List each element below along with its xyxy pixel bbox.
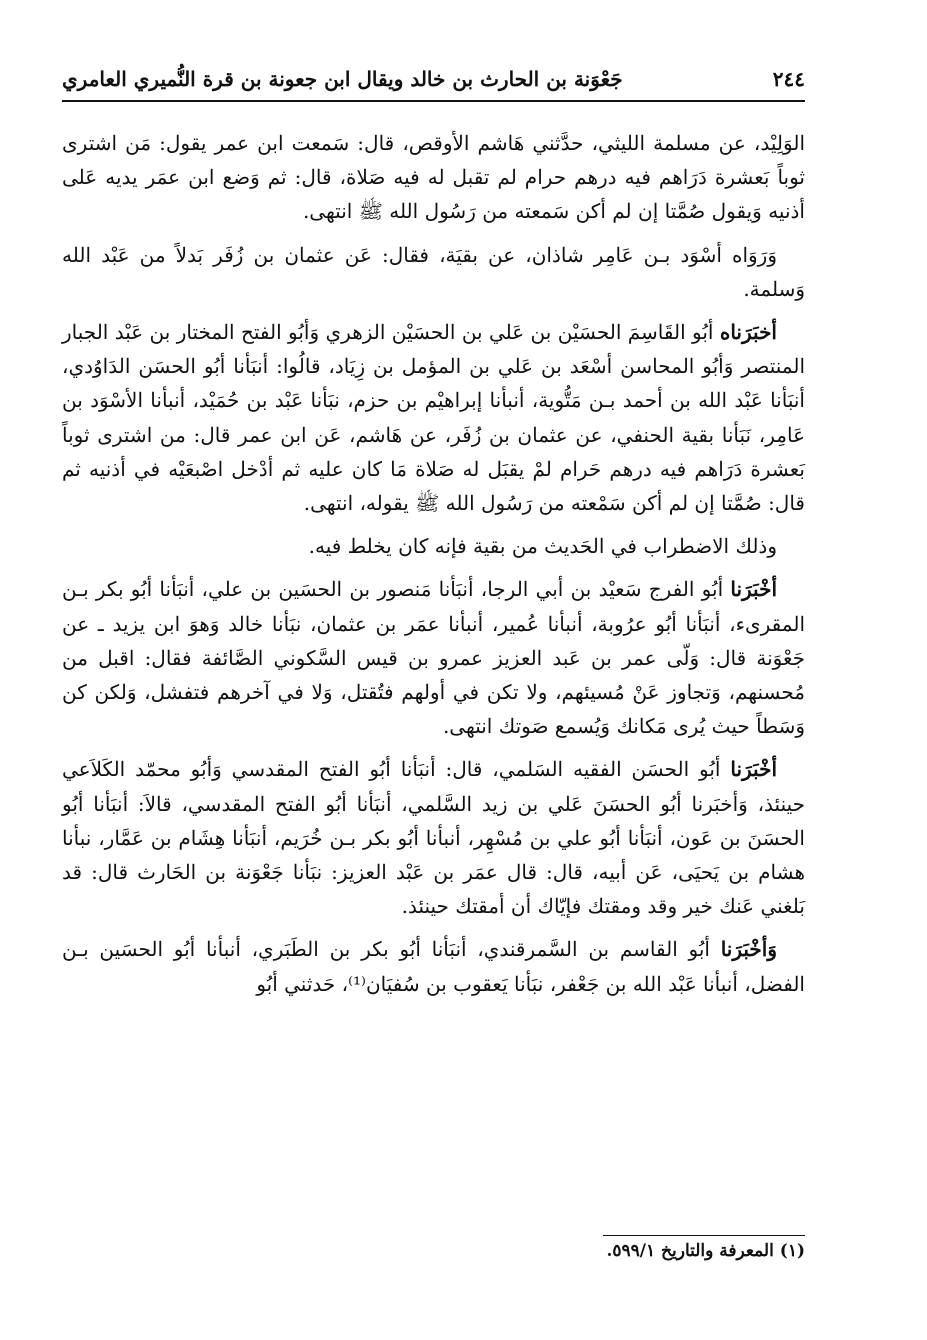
paragraph-text: أبُو القاسم بن السَّمرقندي، أنبَأنا أبُو بكر بن الطَبَري، أنبأنا أبُو الحسَين بـن الفضل، أنبأنا عَبْد الله بن جَعْفر، نبَأنا يَعقوب بن سُفيَان⁽¹⁾، حَدثني أبُو — [62, 937, 805, 996]
footnote: (١) المعرفة والتاريخ ٥٩٩/١. — [606, 1241, 805, 1261]
page-header — [62, 62, 805, 96]
paragraph-lead: أخبَرَناه — [719, 320, 777, 345]
paragraph — [62, 238, 805, 306]
running-title: جَعْوَنة بن الحارث بن خالد ويقال ابن جعونة بن قرة النُّميري العامري — [62, 67, 623, 91]
paragraph — [62, 752, 805, 923]
paragraph-continuation — [62, 126, 805, 229]
paragraph — [62, 572, 805, 743]
main-text — [62, 126, 805, 1010]
header-rule — [62, 100, 805, 102]
paragraph-text: وذلك الاضطراب في الحَديث من بقية فإنه كان يخلط فيه. — [308, 534, 777, 559]
paragraph-lead: أخْبَرَنا — [730, 577, 777, 602]
paragraph-lead: وَأخْبَرَنا — [720, 937, 777, 962]
paragraph-text: أبُو الحسَن الفقيه السَلمي، قال: أنبَأنا أبُو الفتح المقدسي وَأبُو محمّد الكَلاَعي حينئذ، وَأخبَرنا أبُو الحسَنَ عَلي بن زيد السَّلمي، أنبَأنا أبُو الفتح المقدسي، قالاَ: أنبَأنا أبُو الحسَنَ بن عَون، أنبَأنا أبُو علي بن مُسْهِر، أنبأنا أبُو بكر بـن خُرَيم، أنبَأنا هِشَام بن عَمَّار، نبأنا هشام بن يَحيَى، عَن أبيه، قال: قال عمَر بن عَبْد العزيز: نبَأنا جَعْوَنة بن الحَارث قال: قد بَلغني عَنك خير وقد ومقتك فإيّاك أن أمقتك حينئذ. — [62, 757, 805, 919]
page-number: ٢٤٤ — [772, 67, 805, 91]
paragraph-text: وَرَوَاه أسْوَد بـن عَامِر شاذان، عن بقيَة، فقال: عَن عثمان بن زُفَر بَدلاً من عَبْد الله وَسلمة. — [62, 242, 805, 301]
paragraph-text: الوَلِيْد، عن مسلمة الليثي، حدَّثني هَاشم الأوقص، قال: سَمعت ابن عمر يقول: مَن اشترى ثوباً بَعشرة دَرَاهم فيه درهم حرام لم تقبل له فيه صَلاة، قال: ثم وَضع ابن عمَر يديه عَلى أذنيه وَيقول صُمَّتا إن لم أكن سَمعته من رَسُول الله ﷺ انتهى. — [62, 131, 805, 224]
paragraph-text: أبُو القَاسِمَ الحسَيْن بن عَلي بن الحسَيْن الزهري وَأبُو الفتح المختار بن عَبْد الجبار المنتصر وَأبُو المحاسن أسْعَد بن عَلي بن المؤمل بن زِيَاد، قالُوا: أنبَأنا أبُو الحسَن الدَاوُدي، أنبَأنا عَبْد الله بن أحمد بـن مَتُّوية، أنبأنا إبراهيْم بن حزم، نبَأنا عَبْد بن حُمَيْد، أنبأنا الأسْوَد بن عَامِر، نَبَأنا بقية الحنفي، عن عثمان بن زُفَر، عن هَاشم، عَن ابن عمر قال: من اشترى ثوباً بَعشرة دَرَاهم فيه درهم حَرام لمْ يقبَل له صَلاة مَا كان عليه ثم أدْخل اصْبعَيْه في أذنيه ثم قال: صُمَّتا إن لم أكن سَمْعته من رَسُول الله ﷺ يقوله، انتهى. — [62, 320, 805, 516]
paragraph — [62, 932, 805, 1000]
paragraph — [62, 529, 805, 563]
paragraph-text: أبُو الفرج سَعيْد بن أبي الرجا، أنبَأنا مَنصور بن الحسَين بن علي، أنبَأنا أبُو بكر بـن المقرىء، أنبَأنا أبُو عرُوبة، أنبأنا عُمير، أنبأنا عمَر بن عثمان، نبَأنا خالد وَهوَ ابن يزيد ـ عن جَعْوَنة قال: وَلّى عمر بن عَبد العزيز عمرو بن قيس السَّكوني الصَّائفة فقال: اقبل من مُحسنهم، وَتجاوز عَنْ مُسيئهم، ولا تكن في أولهم فتُقتل، وَلا في آخرهم فتفشل، وَلكن كن وَسَطاً حيث يُرى مَكانك وَيُسمع صَوتك انتهى. — [62, 577, 805, 739]
footnote-rule — [603, 1235, 805, 1236]
paragraph-lead: أخْبَرَنا — [730, 757, 777, 782]
paragraph — [62, 315, 805, 520]
